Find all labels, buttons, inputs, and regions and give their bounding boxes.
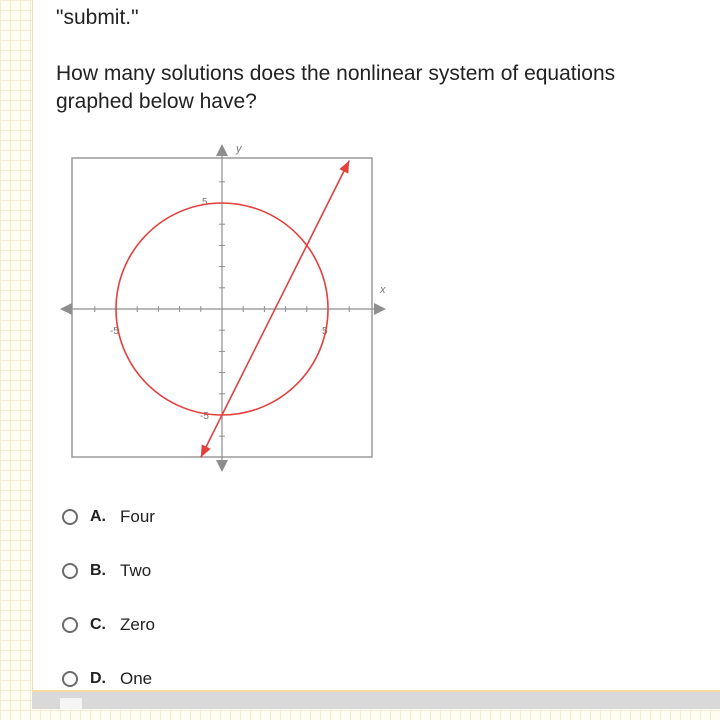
- option-text: Four: [120, 507, 155, 526]
- option-letter: A.: [90, 508, 106, 525]
- graph-svg: [56, 140, 396, 480]
- bottom-toolbar: [32, 690, 720, 709]
- option-letter: C.: [90, 616, 106, 633]
- y-axis-top-arrow: [216, 144, 228, 156]
- toolbar-tab: [60, 698, 82, 709]
- tick-label-y-5: 5: [202, 197, 208, 208]
- graph: [56, 140, 396, 480]
- option-d[interactable]: [62, 666, 462, 692]
- tick-label-x-5: 5: [322, 326, 328, 337]
- x-axis-right-arrow: [374, 303, 386, 315]
- radio-button[interactable]: [62, 617, 78, 633]
- x-axis-left-arrow: [60, 303, 72, 315]
- radio-button[interactable]: [62, 671, 78, 687]
- tick-label-y-neg5: -5: [200, 411, 209, 422]
- radio-button[interactable]: [62, 509, 78, 525]
- previous-text-fragment: "submit.": [56, 6, 139, 29]
- y-axis-bottom-arrow: [216, 460, 228, 472]
- x-axis-label: x: [380, 284, 386, 296]
- option-letter: B.: [90, 562, 106, 579]
- answer-options: [62, 504, 462, 720]
- option-letter: D.: [90, 670, 106, 687]
- option-b[interactable]: [62, 558, 462, 584]
- option-c[interactable]: [62, 612, 462, 638]
- option-a[interactable]: [62, 504, 462, 530]
- option-text: Zero: [120, 615, 155, 634]
- tick-label-x-neg5: -5: [110, 326, 119, 337]
- option-text: One: [120, 669, 153, 688]
- y-axis-label: y: [236, 143, 242, 155]
- option-text: Two: [120, 561, 152, 580]
- radio-button[interactable]: [62, 563, 78, 579]
- question-text: How many solutions does the nonlinear system of equations graphed below have?: [56, 62, 616, 113]
